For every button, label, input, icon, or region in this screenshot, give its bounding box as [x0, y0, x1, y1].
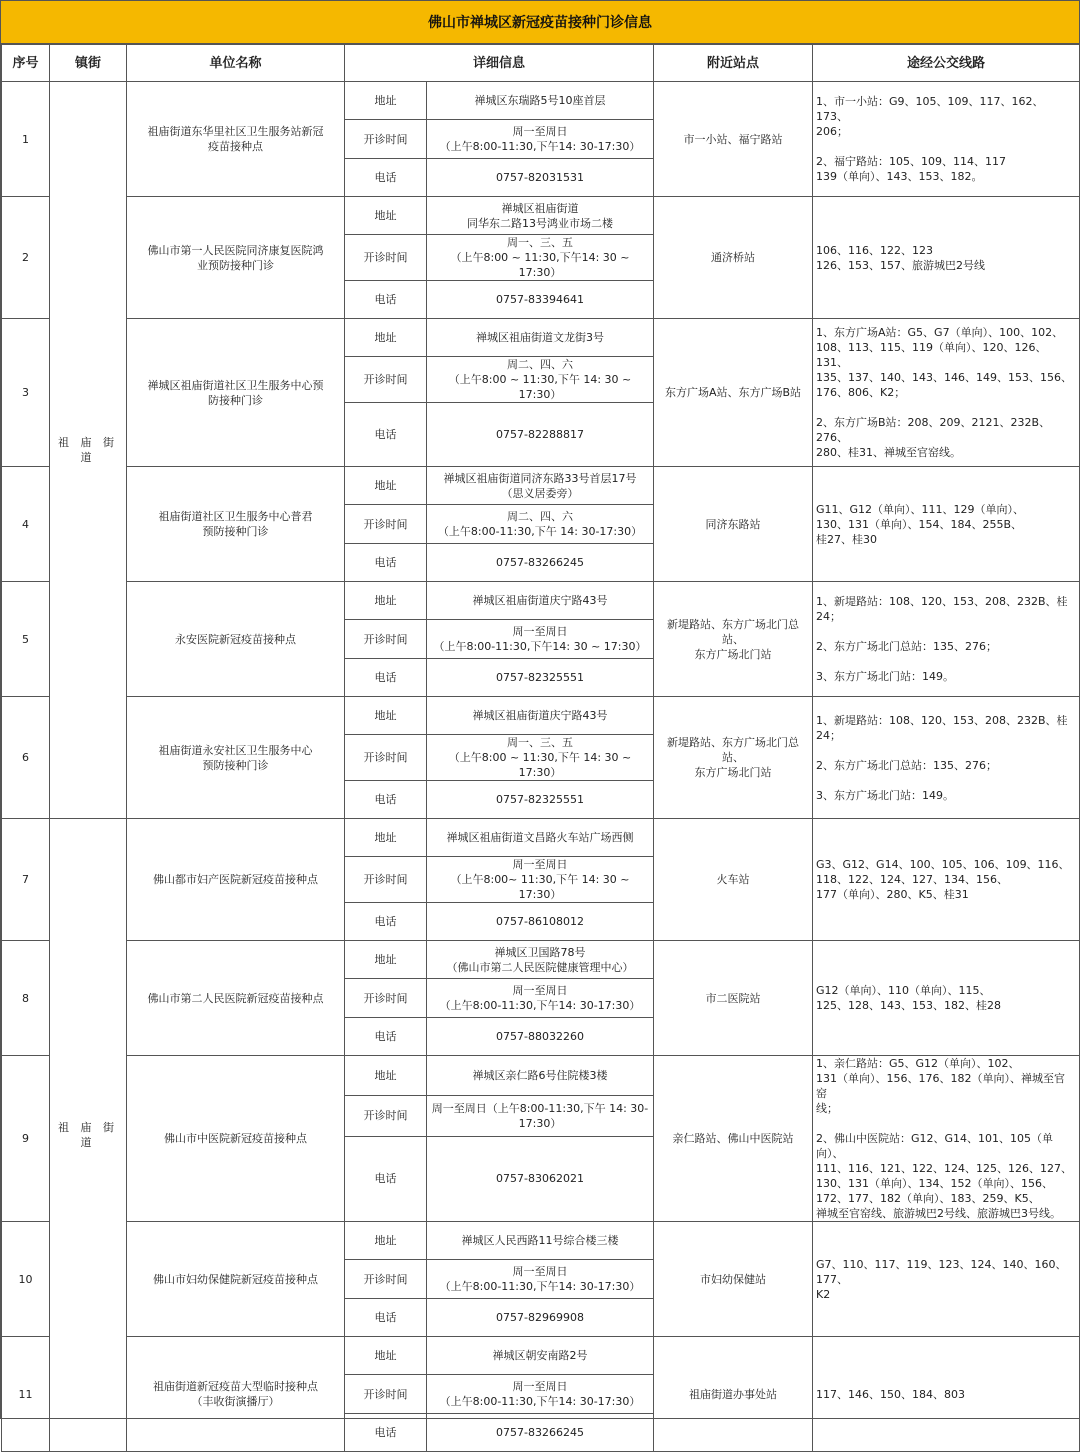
nearby-stations: 新堤路站、东方广场北门总站、 东方广场北门站	[654, 697, 813, 819]
nearby-stations: 新堤路站、东方广场北门总站、 东方广场北门站	[654, 582, 813, 697]
detail-value-hours: 周一至周日 （上午8:00-11:30,下午14: 30-17:30）	[427, 979, 654, 1018]
detail-label-hours: 开诊时间	[345, 505, 427, 544]
row-number: 1	[2, 82, 50, 197]
detail-value-phone: 0757-82969908	[427, 1299, 654, 1337]
row-number: 5	[2, 582, 50, 697]
detail-label-hours: 开诊时间	[345, 857, 427, 903]
detail-label-address: 地址	[345, 1337, 427, 1375]
bus-lines: G7、110、117、119、123、124、140、160、177、 K2	[813, 1222, 1080, 1337]
unit-name: 祖庙街道社区卫生服务中心普君 预防接种门诊	[127, 467, 345, 582]
detail-label-phone: 电话	[345, 544, 427, 582]
bus-lines: 1、新堤路站：108、120、153、208、232B、桂24； 2、东方广场北门总站：135、276； 3、东方广场北门站：149。	[813, 582, 1080, 697]
table-row	[2, 197, 1080, 235]
bus-lines: 117、146、150、184、803	[813, 1337, 1080, 1452]
detail-value-phone: 0757-83266245	[427, 1414, 654, 1452]
nearby-stations: 市二医院站	[654, 941, 813, 1056]
detail-label-hours: 开诊时间	[345, 979, 427, 1018]
detail-value-address: 禅城区祖庙街道 同华东二路13号鸿业市场二楼	[427, 197, 654, 235]
row-number: 6	[2, 697, 50, 819]
detail-value-hours: 周一至周日 （上午8:00-11:30,下午14: 30-17:30）	[427, 1375, 654, 1414]
unit-name: 佛山市第二人民医院新冠疫苗接种点	[127, 941, 345, 1056]
detail-value-address: 禅城区祖庙街道庆宁路43号	[427, 582, 654, 620]
table-row	[2, 941, 1080, 979]
detail-label-phone: 电话	[345, 1414, 427, 1452]
row-number: 4	[2, 467, 50, 582]
row-number: 8	[2, 941, 50, 1056]
table-body	[2, 82, 1080, 1452]
detail-value-hours: 周一、三、五 （上午8:00 ~ 11:30,下午14: 30 ~ 17:30）	[427, 235, 654, 281]
detail-value-address: 禅城区人民西路11号综合楼三楼	[427, 1222, 654, 1260]
detail-value-address: 禅城区卫国路78号 （佛山市第二人民医院健康管理中心）	[427, 941, 654, 979]
detail-label-phone: 电话	[345, 281, 427, 319]
town-cell: 祖 庙 街 道	[50, 82, 127, 819]
nearby-stations: 火车站	[654, 819, 813, 941]
unit-name: 永安医院新冠疫苗接种点	[127, 582, 345, 697]
row-number: 3	[2, 319, 50, 467]
detail-value-address: 禅城区祖庙街道文龙街3号	[427, 319, 654, 357]
header-detail: 详细信息	[345, 45, 654, 82]
detail-value-address: 禅城区祖庙街道文昌路火车站广场西侧	[427, 819, 654, 857]
detail-label-hours: 开诊时间	[345, 120, 427, 159]
bus-lines: 1、亲仁路站：G5、G12（单向）、102、 131（单向）、156、176、182（单向）、禅城至官窑 线； 2、佛山中医院站：G12、G14、101、105（单向）、 111、116、121、122、124、125、126、127、 130、131（单向）、134、152（单向）、156、 172、177、182（单向）、183、259、K5、 禅城至官窑线、旅游城巴2号线、旅游城巴3号线。	[813, 1056, 1080, 1222]
detail-value-hours: 周二、四、六 （上午8:00 ~ 11:30,下午 14: 30 ~ 17:30）	[427, 357, 654, 403]
table-row	[2, 82, 1080, 120]
detail-value-hours: 周二、四、六 （上午8:00-11:30,下午 14: 30-17:30）	[427, 505, 654, 544]
detail-value-phone: 0757-86108012	[427, 903, 654, 941]
row-number: 7	[2, 819, 50, 941]
table-row	[2, 582, 1080, 620]
table-row	[2, 467, 1080, 505]
detail-label-phone: 电话	[345, 403, 427, 467]
detail-label-phone: 电话	[345, 781, 427, 819]
detail-value-phone: 0757-88032260	[427, 1018, 654, 1056]
detail-value-hours: 周一至周日 （上午8:00-11:30,下午14: 30-17:30）	[427, 1260, 654, 1299]
detail-value-hours: 周一至周日 （上午8:00-11:30,下午14: 30-17:30）	[427, 120, 654, 159]
bus-lines: G12（单向）、110（单向）、115、 125、128、143、153、182、桂28	[813, 941, 1080, 1056]
unit-name: 祖庙街道新冠疫苗大型临时接种点 （丰收街演播厅）	[127, 1337, 345, 1452]
header-no: 序号	[2, 45, 50, 82]
detail-label-phone: 电话	[345, 1299, 427, 1337]
detail-label-address: 地址	[345, 819, 427, 857]
unit-name: 佛山市中医院新冠疫苗接种点	[127, 1056, 345, 1222]
detail-label-phone: 电话	[345, 1136, 427, 1221]
detail-label-hours: 开诊时间	[345, 357, 427, 403]
detail-label-address: 地址	[345, 197, 427, 235]
detail-label-hours: 开诊时间	[345, 235, 427, 281]
table-row	[2, 1222, 1080, 1260]
header-unit: 单位名称	[127, 45, 345, 82]
detail-value-address: 禅城区亲仁路6号住院楼3楼	[427, 1056, 654, 1096]
detail-value-address: 禅城区祖庙街道同济东路33号首层17号 （思义居委旁）	[427, 467, 654, 505]
detail-label-address: 地址	[345, 467, 427, 505]
town-cell: 祖 庙 街 道	[50, 819, 127, 1452]
row-number: 9	[2, 1056, 50, 1222]
detail-value-phone: 0757-82325551	[427, 659, 654, 697]
detail-label-hours: 开诊时间	[345, 620, 427, 659]
nearby-stations: 亲仁路站、佛山中医院站	[654, 1056, 813, 1222]
detail-value-hours: 周一至周日 （上午8:00-11:30,下午14: 30 ~ 17:30）	[427, 620, 654, 659]
unit-name: 祖庙街道永安社区卫生服务中心 预防接种门诊	[127, 697, 345, 819]
detail-value-phone: 0757-82288817	[427, 403, 654, 467]
table-row	[2, 1337, 1080, 1375]
detail-label-address: 地址	[345, 82, 427, 120]
bus-lines: 106、116、122、123 126、153、157、旅游城巴2号线	[813, 197, 1080, 319]
row-number: 10	[2, 1222, 50, 1337]
bus-lines: 1、市一小站：G9、105、109、117、162、173、 206； 2、福宁路站：105、109、114、117 139（单向）、143、153、182。	[813, 82, 1080, 197]
nearby-stations: 市一小站、福宁路站	[654, 82, 813, 197]
detail-label-address: 地址	[345, 1056, 427, 1096]
detail-label-address: 地址	[345, 582, 427, 620]
unit-name: 祖庙街道东华里社区卫生服务站新冠 疫苗接种点	[127, 82, 345, 197]
detail-label-hours: 开诊时间	[345, 735, 427, 781]
detail-label-hours: 开诊时间	[345, 1260, 427, 1299]
bus-lines: G3、G12、G14、100、105、106、109、116、 118、122、124、127、134、156、 177（单向）、280、K5、桂31	[813, 819, 1080, 941]
unit-name: 佛山市妇幼保健院新冠疫苗接种点	[127, 1222, 345, 1337]
bus-lines: G11、G12（单向）、111、129（单向）、 130、131（单向）、154、184、255B、 桂27、桂30	[813, 467, 1080, 582]
header-town: 镇街	[50, 45, 127, 82]
detail-value-address: 禅城区祖庙街道庆宁路43号	[427, 697, 654, 735]
detail-value-hours: 周一、三、五 （上午8:00 ~ 11:30,下午 14: 30 ~ 17:30）	[427, 735, 654, 781]
header-stations: 附近站点	[654, 45, 813, 82]
nearby-stations: 东方广场A站、东方广场B站	[654, 319, 813, 467]
detail-value-phone: 0757-83062021	[427, 1136, 654, 1221]
page-title: 佛山市禅城区新冠疫苗接种门诊信息	[1, 1, 1079, 44]
detail-label-phone: 电话	[345, 159, 427, 197]
table-row	[2, 819, 1080, 857]
detail-value-hours: 周一至周日（上午8:00-11:30,下午 14: 30- 17:30）	[427, 1095, 654, 1136]
detail-label-address: 地址	[345, 319, 427, 357]
bus-lines: 1、东方广场A站：G5、G7（单向）、100、102、 108、113、115、119（单向）、120、126、131、 135、137、140、143、146、149、153、156、 176、806、K2； 2、东方广场B站：208、209、2121、232B、276、 280、桂31、禅城至官窑线。	[813, 319, 1080, 467]
detail-value-phone: 0757-82325551	[427, 781, 654, 819]
detail-value-phone: 0757-83394641	[427, 281, 654, 319]
detail-label-phone: 电话	[345, 903, 427, 941]
row-number: 11	[2, 1337, 50, 1452]
table-row	[2, 319, 1080, 357]
detail-label-address: 地址	[345, 941, 427, 979]
nearby-stations: 同济东路站	[654, 467, 813, 582]
detail-value-phone: 0757-83266245	[427, 544, 654, 582]
detail-value-address: 禅城区东瑞路5号10座首层	[427, 82, 654, 120]
table-row	[2, 697, 1080, 735]
detail-value-address: 禅城区朝安南路2号	[427, 1337, 654, 1375]
table-row	[2, 1056, 1080, 1096]
header-bus: 途经公交线路	[813, 45, 1080, 82]
detail-value-phone: 0757-82031531	[427, 159, 654, 197]
detail-value-hours: 周一至周日 （上午8:00~ 11:30,下午 14: 30 ~ 17:30）	[427, 857, 654, 903]
row-number: 2	[2, 197, 50, 319]
bus-lines: 1、新堤路站：108、120、153、208、232B、桂24； 2、东方广场北门总站：135、276； 3、东方广场北门站：149。	[813, 697, 1080, 819]
nearby-stations: 祖庙街道办事处站	[654, 1337, 813, 1452]
unit-name: 佛山都市妇产医院新冠疫苗接种点	[127, 819, 345, 941]
detail-label-phone: 电话	[345, 659, 427, 697]
nearby-stations: 通济桥站	[654, 197, 813, 319]
detail-label-address: 地址	[345, 1222, 427, 1260]
detail-label-hours: 开诊时间	[345, 1095, 427, 1136]
unit-name: 禅城区祖庙街道社区卫生服务中心预 防接种门诊	[127, 319, 345, 467]
detail-label-hours: 开诊时间	[345, 1375, 427, 1414]
detail-label-address: 地址	[345, 697, 427, 735]
nearby-stations: 市妇幼保健站	[654, 1222, 813, 1337]
header-row	[2, 45, 1080, 82]
clinic-table	[1, 44, 1080, 1452]
detail-label-phone: 电话	[345, 1018, 427, 1056]
unit-name: 佛山市第一人民医院同济康复医院鸿 业预防接种门诊	[127, 197, 345, 319]
